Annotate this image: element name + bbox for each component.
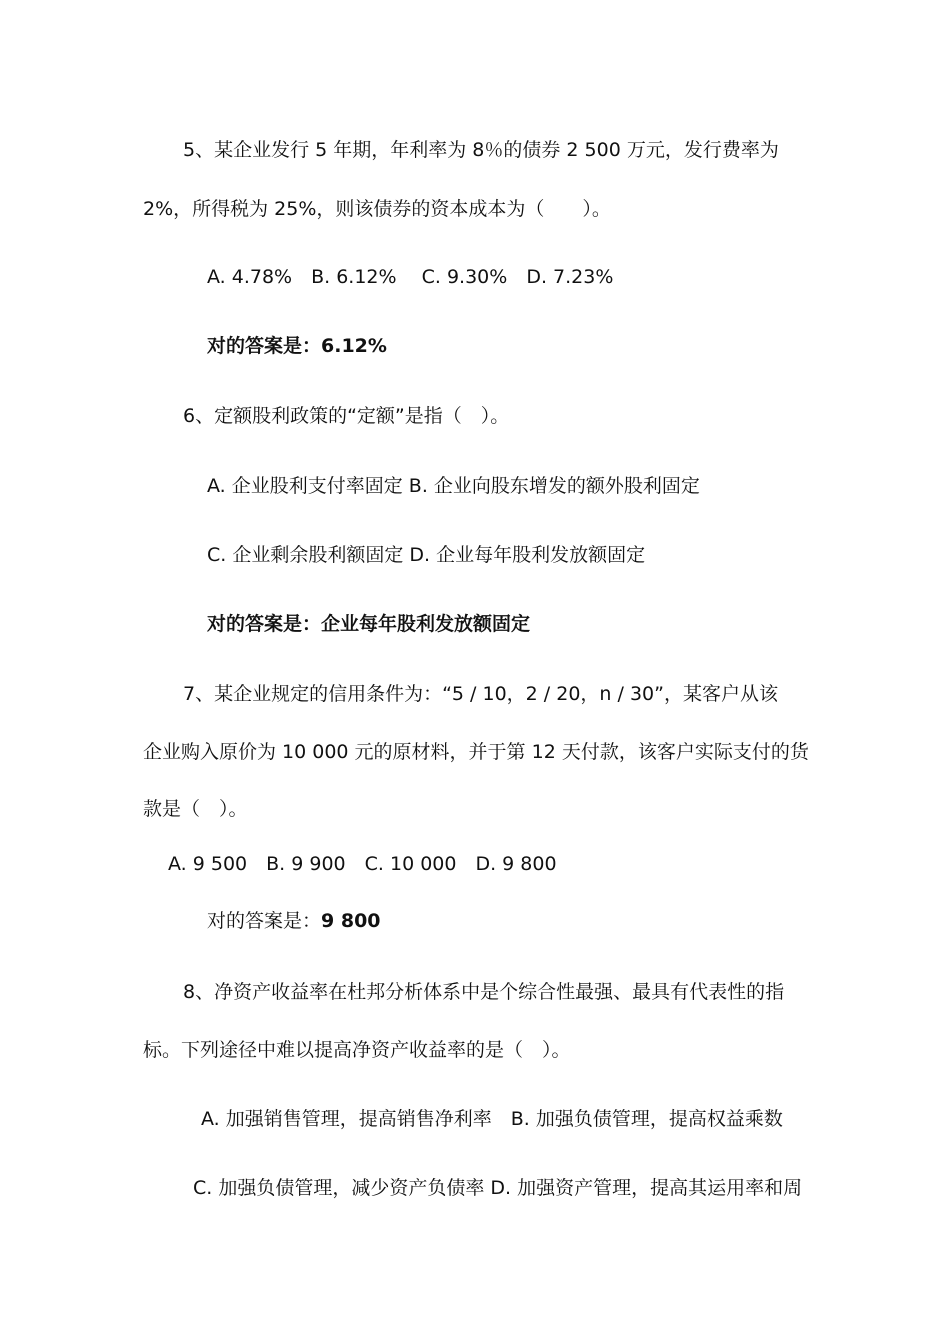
- question-8-options-line-1: A. 加强销售管理，提高销售净利率 B. 加强负债管理，提高权益乘数: [201, 1108, 783, 1130]
- question-7-answer: [207, 909, 381, 933]
- question-7-stem-line-3: 款是（ ）。: [143, 798, 248, 820]
- question-7-stem-line-2: 企业购入原价为 10 000 元的原材料，并于第 12 天付款，该客户实际支付的货: [143, 741, 809, 763]
- question-7-stem-line-1: 7、某企业规定的信用条件为：“5 / 10，2 / 20，n / 30”，某客户从该: [183, 683, 778, 705]
- answer-label: 对的答案是：: [207, 335, 322, 357]
- question-8-options-line-2: C. 加强负债管理，减少资产负债率 D. 加强资产管理，提高其运用率和周: [193, 1177, 803, 1199]
- question-6-stem-line-1: 6、定额股利政策的“定额”是指（ ）。: [183, 405, 510, 427]
- answer-label: 对的答案是：: [207, 910, 322, 932]
- question-5-answer: [207, 334, 387, 358]
- answer-value: 企业每年股利发放额固定: [321, 613, 531, 635]
- question-8-stem-line-1: 8、净资产收益率在杜邦分析体系中是个综合性最强、最具有代表性的指: [183, 981, 785, 1003]
- question-6-options-line-1: A. 企业股利支付率固定 B. 企业向股东增发的额外股利固定: [207, 475, 700, 497]
- question-5-stem-line-2: 2%，所得税为 25%，则该债券的资本成本为（ ）。: [143, 198, 611, 220]
- question-6-answer: [207, 612, 530, 636]
- answer-label: 对的答案是：: [207, 613, 322, 635]
- question-5-options: A. 4.78% B. 6.12% C. 9.30% D. 7.23%: [207, 266, 614, 288]
- answer-value: 9 800: [321, 910, 381, 932]
- question-6-options-line-2: C. 企业剩余股利额固定 D. 企业每年股利发放额固定: [207, 544, 646, 566]
- answer-value: 6.12%: [321, 335, 387, 357]
- question-5-stem-line-1: 5、某企业发行 5 年期，年利率为 8％的债券 2 500 万元，发行费率为: [183, 139, 779, 161]
- question-8-stem-line-2: 标。下列途径中难以提高净资产收益率的是（ ）。: [143, 1039, 571, 1061]
- question-7-options: A. 9 500 B. 9 900 C. 10 000 D. 9 800: [168, 853, 557, 875]
